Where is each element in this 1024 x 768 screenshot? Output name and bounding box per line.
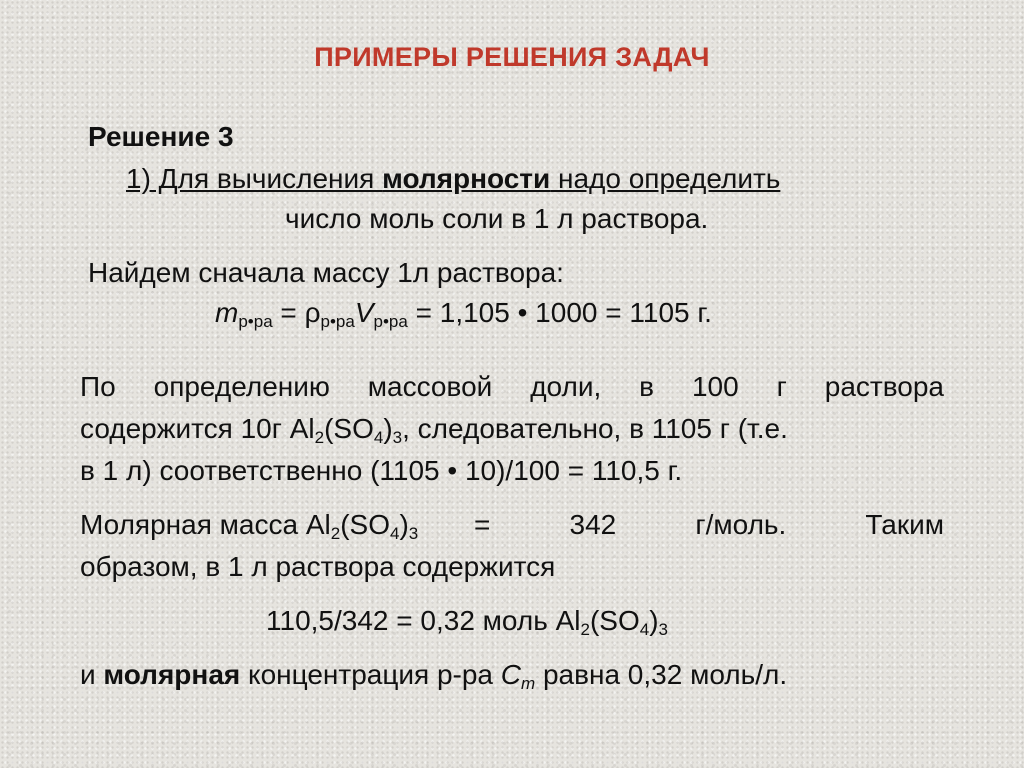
para2-line1 bbox=[80, 508, 944, 551]
conclusion-line bbox=[80, 658, 787, 701]
step1-suffix: надо определить bbox=[550, 163, 781, 194]
molar-term: молярная bbox=[103, 659, 241, 690]
para2-text-d: = 342 г/моль. Таким bbox=[474, 509, 944, 540]
molar-mass-label bbox=[80, 508, 418, 551]
formula-rho: = ρ bbox=[272, 297, 321, 328]
subscript: 2 bbox=[330, 524, 341, 543]
find-mass-text: Найдем сначала массу 1л раствора: bbox=[88, 257, 564, 288]
result-text-a: 110,5/342 = 0,32 моль Al bbox=[266, 605, 581, 636]
subscript: 4 bbox=[373, 428, 384, 447]
para2-line2: образом, в 1 л раствора содержится bbox=[80, 551, 556, 582]
rho-subscript: р•ра bbox=[320, 312, 355, 331]
para2-text-a: Молярная масса Al bbox=[80, 509, 331, 540]
subscript: 2 bbox=[580, 620, 590, 639]
para1-text-b: (SO bbox=[324, 413, 374, 444]
step1-line1 bbox=[126, 162, 780, 196]
para1-line1: По определению массовой доли, в 100 г раствора bbox=[80, 371, 944, 402]
mass-subscript: р•ра bbox=[238, 312, 273, 331]
subscript: 3 bbox=[408, 524, 419, 543]
concentration-symbol: C bbox=[500, 659, 522, 690]
result-text-c: ) bbox=[649, 605, 659, 636]
volume-subscript: р•ра bbox=[373, 312, 408, 331]
subscript: 2 bbox=[314, 428, 325, 447]
subscript: 4 bbox=[639, 620, 650, 639]
result-line bbox=[266, 604, 668, 647]
para1-text-c: ) bbox=[383, 413, 393, 444]
conclusion-suffix: равна 0,32 моль/л. bbox=[535, 659, 788, 690]
step1-prefix: 1) Для вычисления bbox=[126, 163, 383, 194]
mass-formula bbox=[215, 296, 712, 339]
solution-heading: Решение 3 bbox=[88, 121, 234, 152]
conclusion-mid: концентрация р-ра bbox=[240, 659, 501, 690]
para1-text-d: , следовательно, в 1105 г (т.е. bbox=[402, 413, 788, 444]
para1-line3: в 1 л) соответственно (1105 • 10)/100 = 110,5 г. bbox=[80, 455, 683, 486]
subscript: 3 bbox=[658, 620, 668, 639]
para2-text-c: ) bbox=[399, 509, 409, 540]
concentration-subscript: m bbox=[521, 674, 536, 693]
volume-symbol: V bbox=[354, 297, 374, 328]
mass-symbol: m bbox=[215, 297, 239, 328]
para1-text-a: содержится 10г Al bbox=[80, 413, 315, 444]
result-text-b: (SO bbox=[589, 605, 640, 636]
subscript: 3 bbox=[392, 428, 403, 447]
para2-text-b: (SO bbox=[340, 509, 390, 540]
para1-line2 bbox=[80, 412, 788, 455]
step1-line2: число моль соли в 1 л раствора. bbox=[285, 203, 709, 234]
molarity-term: молярности bbox=[382, 163, 551, 194]
subscript: 4 bbox=[389, 524, 400, 543]
conclusion-prefix: и bbox=[80, 659, 104, 690]
formula-result: = 1,105 • 1000 = 1105 г. bbox=[407, 297, 712, 328]
slide-title: ПРИМЕРЫ РЕШЕНИЯ ЗАДАЧ bbox=[314, 42, 710, 72]
